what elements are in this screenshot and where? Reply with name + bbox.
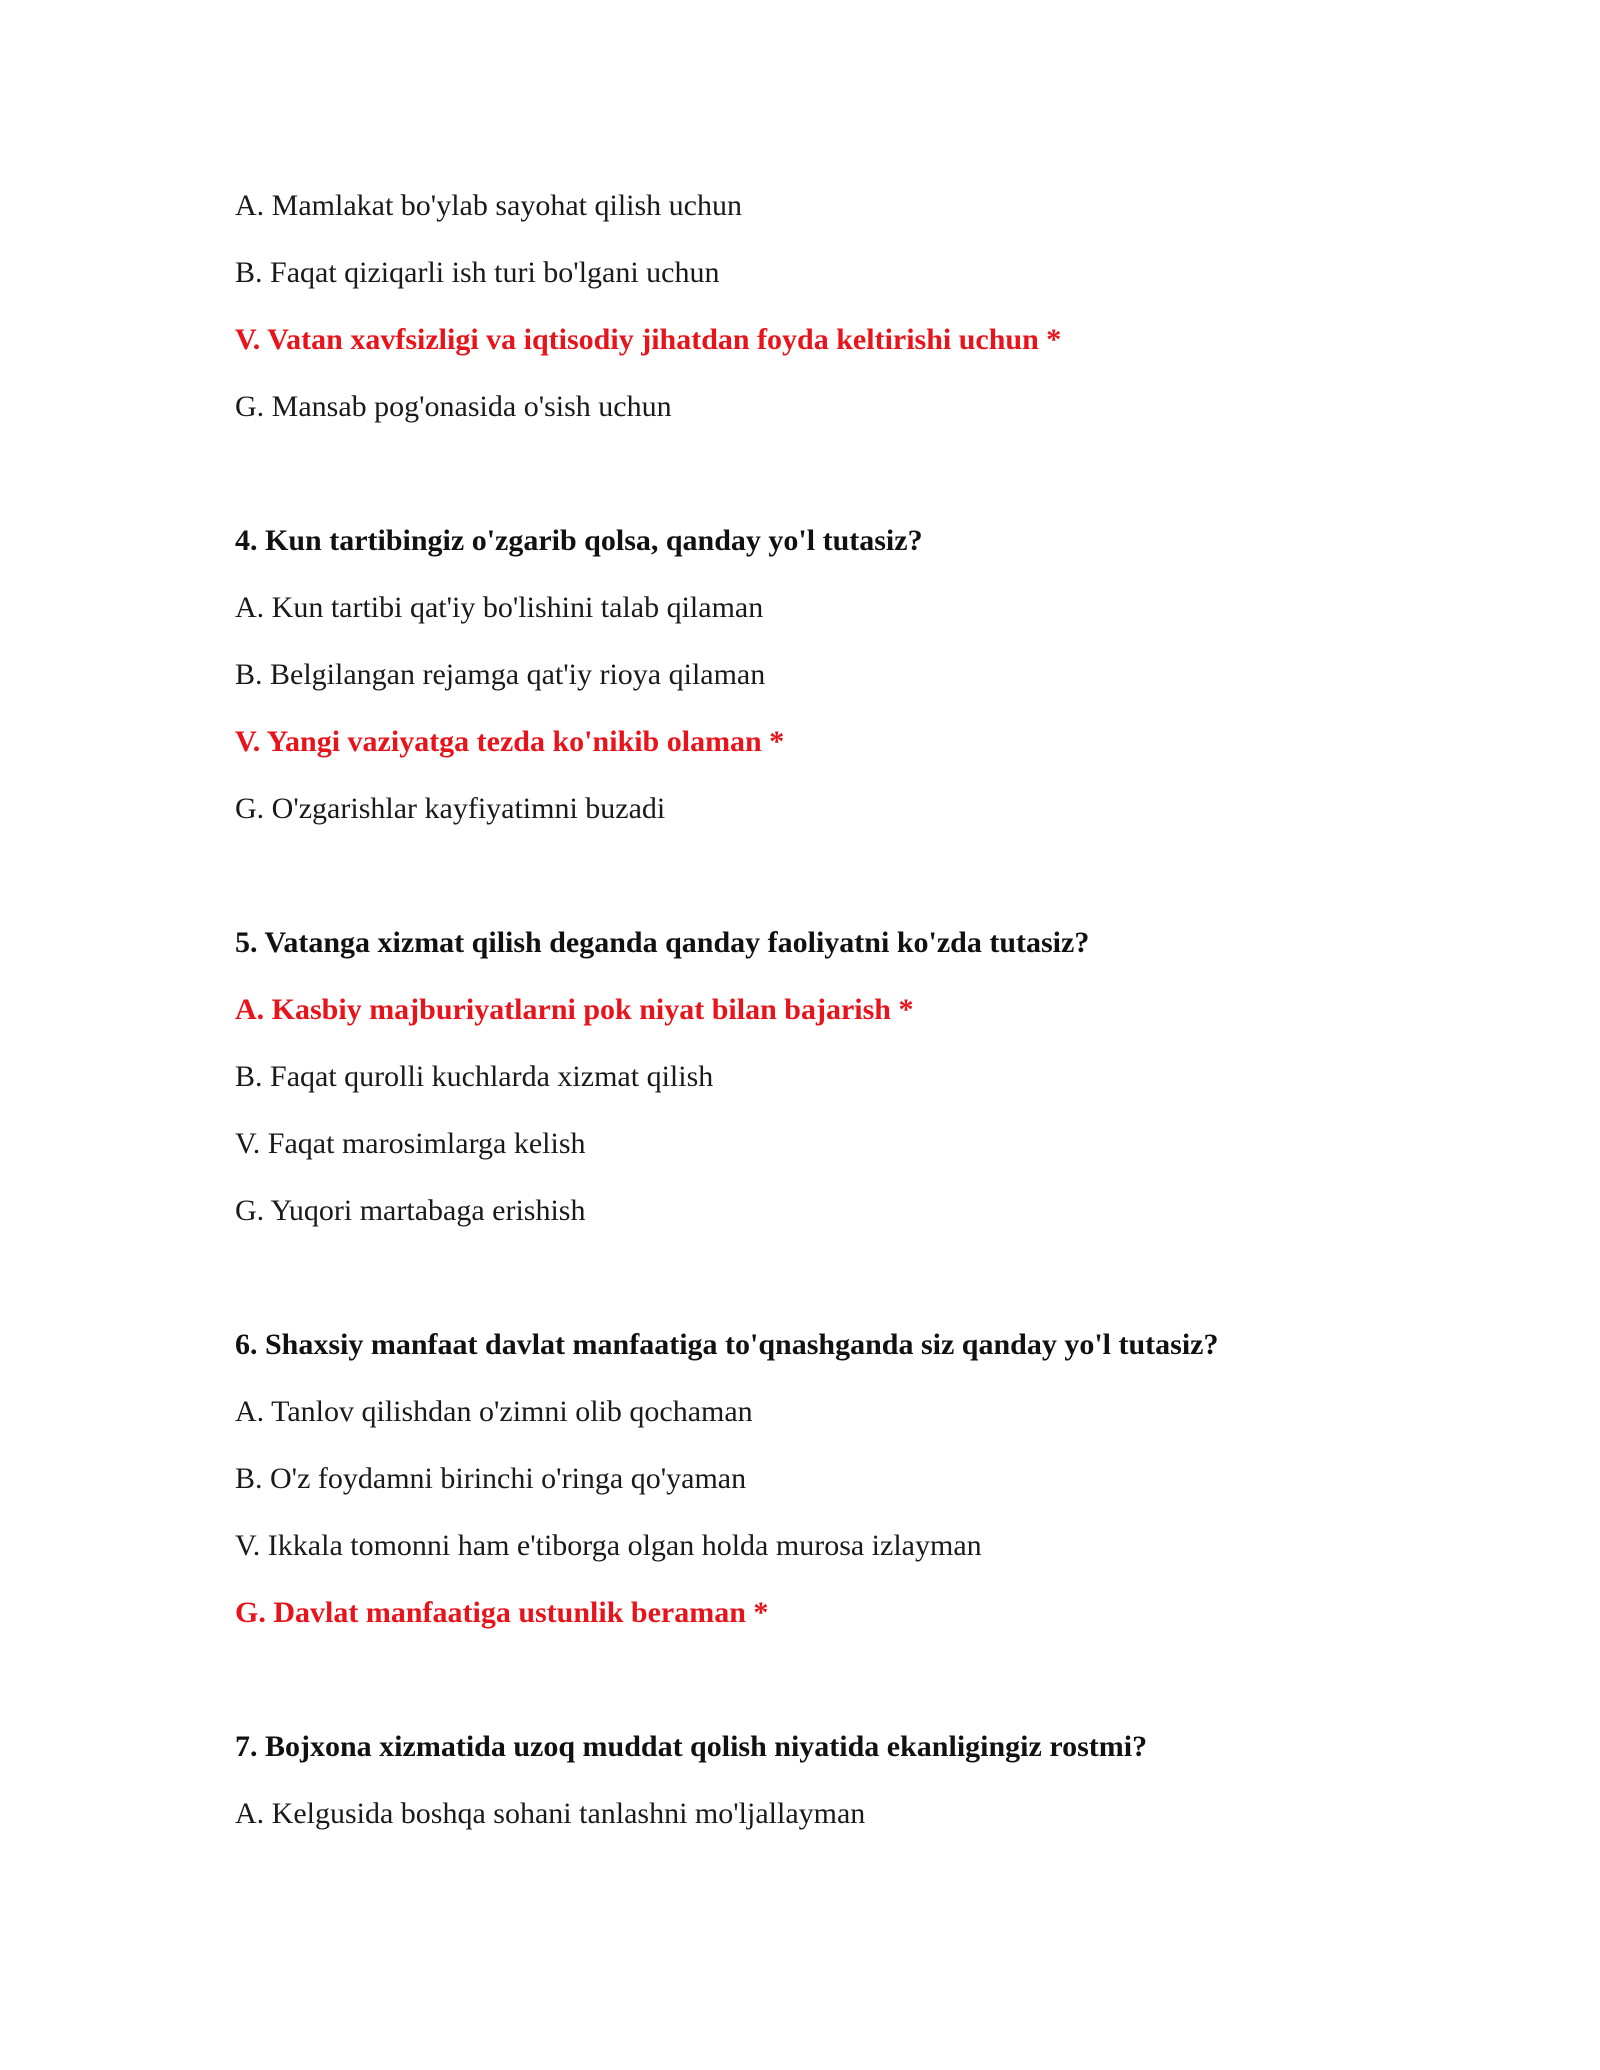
- q7-question: 7. Bojxona xizmatida uzoq muddat qolish niyatida ekanligingiz rostmi?: [235, 1730, 1148, 1763]
- q5-option-b: B. Faqat qurolli kuchlarda xizmat qilish: [235, 1060, 714, 1093]
- q4-option-b: B. Belgilangan rejamga qat'iy rioya qilaman: [235, 658, 766, 691]
- q5-option-v: V. Faqat marosimlarga kelish: [235, 1127, 586, 1160]
- q6-option-b: B. O'z foydamni birinchi o'ringa qo'yaman: [235, 1462, 747, 1495]
- q6-option-a: A. Tanlov qilishdan o'zimni olib qochaman: [235, 1395, 753, 1428]
- q7-option-a: A. Kelgusida boshqa sohani tanlashni mo'ljallayman: [235, 1797, 866, 1830]
- q4-option-a: A. Kun tartibi qat'iy bo'lishini talab qilaman: [235, 591, 764, 624]
- q6-option-g-correct: G. Davlat manfaatiga ustunlik beraman *: [235, 1596, 769, 1629]
- q4-option-g: G. O'zgarishlar kayfiyatimni buzadi: [235, 792, 666, 825]
- q4-question: 4. Kun tartibingiz o'zgarib qolsa, qanday yo'l tutasiz?: [235, 524, 923, 557]
- q6-option-v: V. Ikkala tomonni ham e'tiborga olgan holda murosa izlayman: [235, 1529, 982, 1562]
- q5-option-a-correct: A. Kasbiy majburiyatlarni pok niyat bilan bajarish *: [235, 993, 914, 1026]
- q5-option-g: G. Yuqori martabaga erishish: [235, 1194, 586, 1227]
- q3-option-b: B. Faqat qiziqarli ish turi bo'lgani uchun: [235, 256, 720, 289]
- q3-option-v-correct: V. Vatan xavfsizligi va iqtisodiy jihatdan foyda keltirishi uchun *: [235, 323, 1062, 356]
- q4-option-v-correct: V. Yangi vaziyatga tezda ko'nikib olaman *: [235, 725, 785, 758]
- q3-option-g: G. Mansab pog'onasida o'sish uchun: [235, 390, 672, 423]
- q5-question: 5. Vatanga xizmat qilish deganda qanday faoliyatni ko'zda tutasiz?: [235, 926, 1090, 959]
- q3-option-a: A. Mamlakat bo'ylab sayohat qilish uchun: [235, 189, 742, 222]
- q6-question: 6. Shaxsiy manfaat davlat manfaatiga to'qnashganda siz qanday yo'l tutasiz?: [235, 1328, 1219, 1361]
